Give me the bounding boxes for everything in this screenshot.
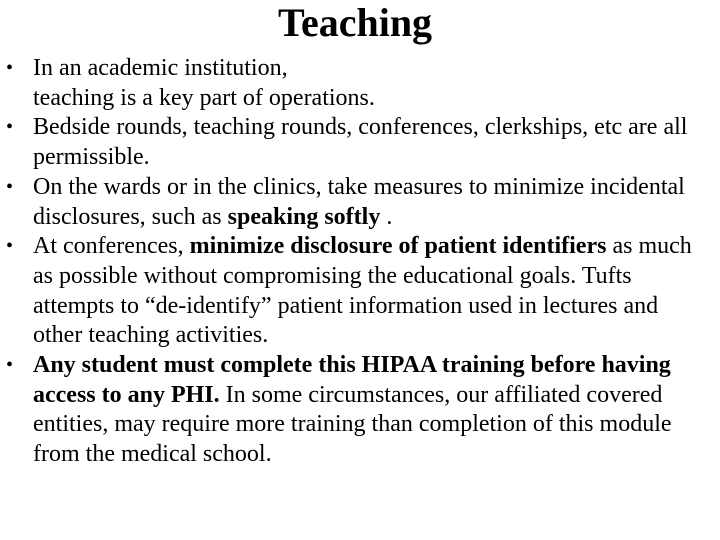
bullet-text: . [380,203,393,230]
bullet-text: as much as possible without compromising the educational goals. Tufts attempts to “de‐identify” patient information used in lectures and other teaching activities. [33,233,692,349]
bullet-emphasis: speaking softly [227,203,381,230]
bullet-text: In an academic institution, [33,55,288,81]
bullet-icon: • [6,116,14,139]
bullet-item [0,54,720,113]
bullet-list [0,54,720,470]
bullet-icon: • [6,354,14,377]
bullet-item [0,232,720,351]
bullet-emphasis: minimize disclosure of patient identifiers [189,233,607,260]
bullet-icon: • [6,235,14,258]
bullet-icon: • [6,57,14,79]
bullet-text: On the wards or in the clinics, take measures to minimize incidental disclosures, such as [33,173,685,230]
bullet-text: In some circumstances, our affiliated covered entities, may require more training than completion of this module from the medical school. [33,381,672,468]
slide-title: Teaching [277,0,433,45]
bullet-text: Bedside rounds, teaching rounds, conferences, clerkships, etc are all permissible. [33,114,688,171]
bullet-item [0,173,720,232]
bullet-text: teaching is a key part of operations. [33,84,375,111]
bullet-item [0,351,720,470]
bullet-item [0,113,720,172]
bullet-icon: • [6,175,14,198]
bullet-emphasis: Any student must complete this HIPAA training before having access to any PHI. [33,352,671,408]
bullet-text: At conferences, [33,233,190,260]
